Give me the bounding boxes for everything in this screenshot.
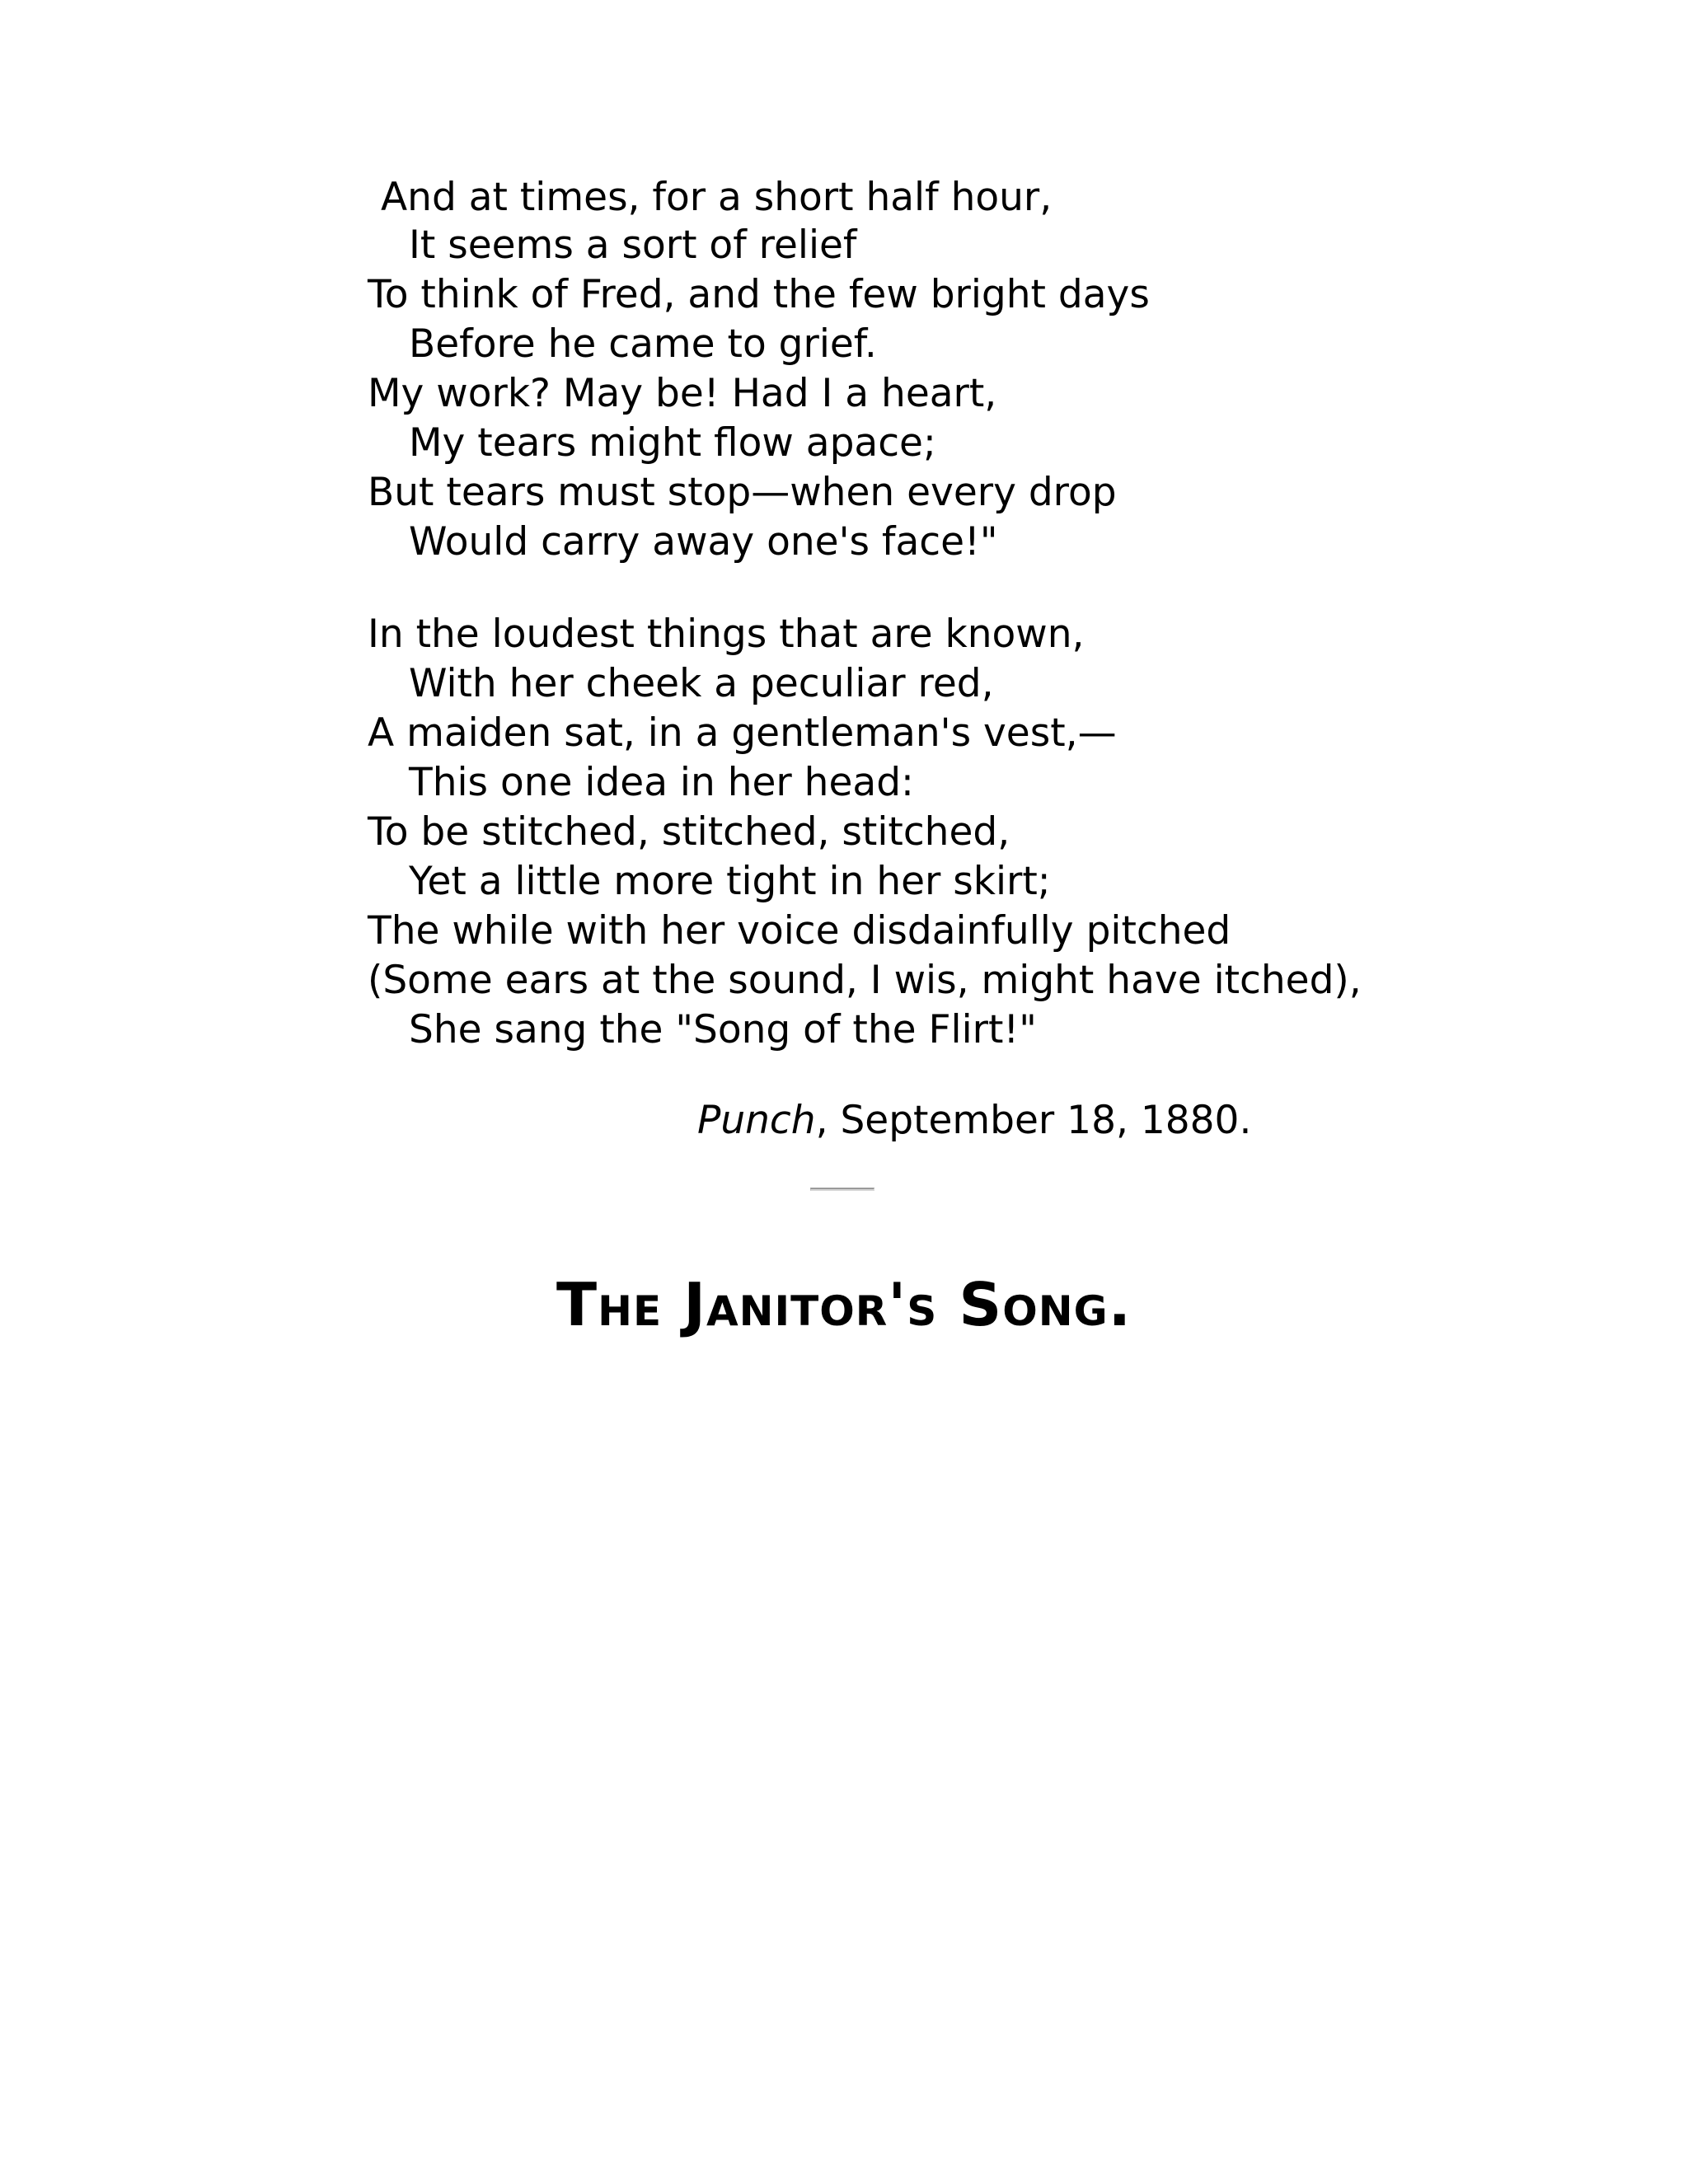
verse-line: With her cheek a peculiar red,: [409, 661, 994, 706]
section-heading: The Janitor's Song.: [556, 1270, 1132, 1339]
verse-line: Yet a little more tight in her skirt;: [409, 859, 1051, 904]
attribution-date: , September 18, 1880.: [815, 1098, 1252, 1143]
verse-line: To be stitched, stitched, stitched,: [368, 809, 1010, 855]
stanza-1: [368, 221, 1150, 567]
verse-line: It seems a sort of relief: [409, 223, 857, 268]
verse-line: To think of Fred, and the few bright days: [368, 272, 1150, 317]
verse-line: But tears must stop—when every drop: [368, 470, 1117, 515]
verse-line: My tears might flow apace;: [409, 420, 936, 466]
stanza-2: [368, 610, 1362, 1055]
verse-line: She sang the "Song of the Flirt!": [409, 1007, 1037, 1052]
verse-line: This one idea in her head:: [409, 760, 914, 805]
cut-off-verse-line: And at times, for a short half hour,: [381, 175, 1053, 220]
verse-line: A maiden sat, in a gentleman's vest,—: [368, 710, 1117, 756]
verse-line: Would carry away one's face!": [409, 519, 998, 565]
verse-line: The while with her voice disdainfully pitched: [368, 908, 1231, 954]
section-divider: [810, 1188, 874, 1191]
poem-attribution: [697, 1096, 1251, 1146]
attribution-source: Punch: [697, 1098, 816, 1143]
verse-line: In the loudest things that are known,: [368, 612, 1085, 657]
verse-line: Before he came to grief.: [409, 321, 877, 367]
verse-line: My work? May be! Had I a heart,: [368, 371, 997, 416]
verse-line: (Some ears at the sound, I wis, might have itched),: [368, 958, 1362, 1003]
